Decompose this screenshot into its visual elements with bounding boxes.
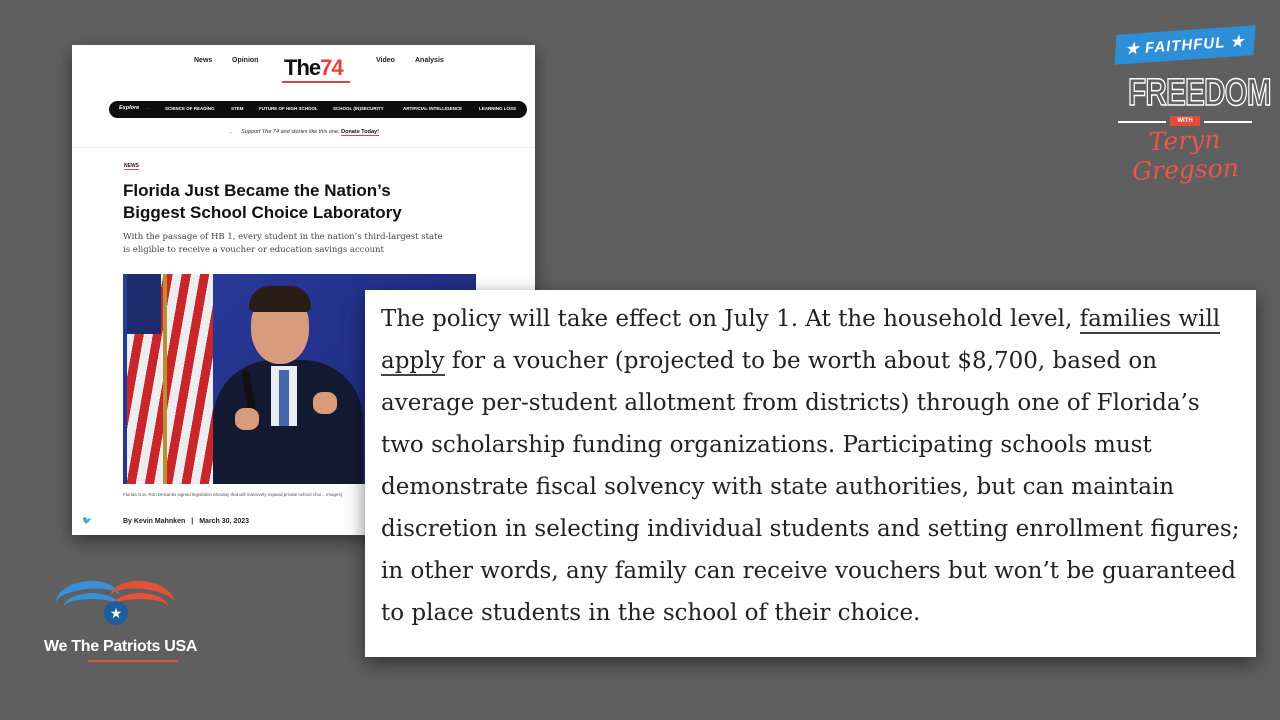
site-logo-accent: 74 xyxy=(320,55,343,80)
explore-item-school-insecurity[interactable]: SCHOOL (IN)SECURITY xyxy=(333,106,384,111)
site-logo[interactable] xyxy=(284,55,343,81)
flag-canton xyxy=(127,274,161,334)
flag-pole xyxy=(163,274,167,484)
nav-opinion[interactable]: Opinion xyxy=(232,57,259,64)
explore-item-future-of-high-school[interactable]: FUTURE OF HIGH SCHOOL xyxy=(259,106,318,111)
faithful-freedom-logo xyxy=(1112,24,1271,186)
we-the-patriots-logo xyxy=(40,575,198,670)
quote-text xyxy=(381,298,1241,634)
quote-link[interactable]: families will apply xyxy=(381,306,1221,374)
nav-analysis[interactable]: Analysis xyxy=(415,57,444,64)
speaker-hand-left xyxy=(235,408,259,430)
ff-rule-left xyxy=(1118,121,1166,123)
explore-item-science-of-reading[interactable]: SCIENCE OF READING xyxy=(165,106,215,111)
photo-caption: Florida Gov. Ron DeSantis signed legislation Monday that will massively expand private school choi... Images) xyxy=(123,492,343,497)
support-arrow-icon: → xyxy=(228,129,234,135)
article-headline: Florida Just Became the Nation’s Biggest School Choice Laboratory xyxy=(123,181,402,222)
speaker-hand-right xyxy=(313,392,337,414)
nav-video[interactable]: Video xyxy=(376,57,395,64)
support-banner xyxy=(72,129,535,135)
divider xyxy=(72,147,535,148)
article-kicker[interactable]: NEWS xyxy=(124,163,139,169)
top-navigation xyxy=(72,45,535,80)
twitter-icon[interactable]: 🐦 xyxy=(82,516,92,525)
ff-rule-right xyxy=(1204,121,1252,123)
donate-link[interactable]: Donate Today! xyxy=(341,129,379,135)
site-logo-main: The xyxy=(284,55,321,80)
explore-item-stem[interactable]: STEM xyxy=(231,106,244,111)
logo-underline xyxy=(282,81,350,83)
speaker-hair xyxy=(249,286,311,312)
ff-freedom-text: FREEDOM xyxy=(1128,72,1271,114)
speaker-tie xyxy=(279,370,289,426)
quote-part-1: The policy will take effect on July 1. At the household level, xyxy=(381,306,1080,332)
byline-separator: | xyxy=(191,518,194,525)
ff-banner-text: ★ FAITHFUL ★ xyxy=(1124,32,1246,59)
wtp-name: We The Patriots USA xyxy=(44,638,198,655)
star-icon: ★ xyxy=(104,601,128,625)
ff-with-label: WITH xyxy=(1170,116,1200,126)
explore-item-learning-loss[interactable]: LEARNING LOSS xyxy=(479,106,517,111)
nav-news[interactable]: News xyxy=(194,57,213,64)
author-name[interactable]: By Kevin Mahnken xyxy=(123,518,186,525)
article-dek: With the passage of HB 1, every student in the nation’s third-largest state is eligible to receive a voucher or education savings account xyxy=(123,232,443,255)
explore-label: Explore xyxy=(119,105,140,111)
publish-date: March 30, 2023 xyxy=(199,518,250,525)
byline xyxy=(123,518,249,525)
wtp-underline xyxy=(88,660,178,662)
explore-bar xyxy=(109,101,527,118)
ff-signature: Teryn Gregson xyxy=(1131,124,1240,186)
explore-arrow-icon: → xyxy=(145,105,150,110)
quote-part-2: for a voucher (projected to be worth about $8,700, based on average per-student allotment from districts) through one of Florida’s two scholarship funding organizations. Participating schools must demonstrate fiscal solvency with state authorities, but can maintain discretion in selecting individual students and setting enrollment figures; in other words, any family can receive vouchers but won’t be guaranteed to place students in the school of their choice. xyxy=(381,348,1240,626)
quote-panel xyxy=(365,290,1256,657)
explore-item-artificial-intelligence[interactable]: ARTIFICIAL INTELLIGENCE xyxy=(403,106,463,111)
support-text: Support The 74 and stories like this one. xyxy=(241,129,340,135)
